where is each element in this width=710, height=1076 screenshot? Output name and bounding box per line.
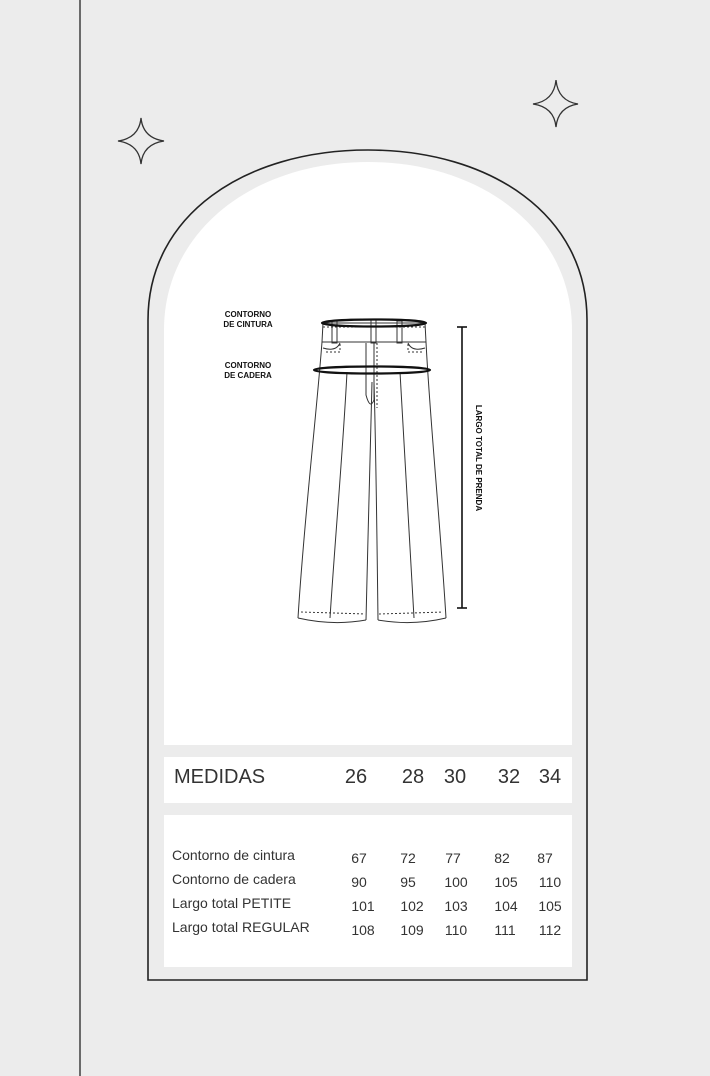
row-label-hip: Contorno de cadera	[172, 871, 296, 887]
row-label-waist: Contorno de cintura	[172, 847, 295, 863]
table-cell: 87	[537, 850, 553, 866]
table-cell: 100	[444, 874, 468, 890]
row-label-length-regular: Largo total REGULAR	[172, 919, 310, 935]
table-cell: 103	[444, 898, 468, 914]
table-title: MEDIDAS	[174, 766, 266, 788]
length-label: LARGO TOTAL DE PRENDA	[474, 404, 483, 512]
hip-label-line1: CONTORNO	[224, 361, 272, 370]
table-cell: 77	[445, 850, 461, 866]
size-header: 26	[344, 766, 368, 788]
sparkle-icon	[118, 118, 164, 164]
table-cell: 101	[351, 898, 375, 914]
waist-label-line1: CONTORNO	[224, 310, 272, 319]
waist-label	[215, 310, 281, 330]
table-cell: 110	[538, 874, 562, 890]
waist-label-line2: DE CINTURA	[223, 320, 273, 329]
table-cell: 105	[494, 874, 518, 890]
hip-label-line2: DE CADERA	[224, 371, 272, 380]
table-cell: 82	[494, 850, 510, 866]
table-cell: 90	[351, 874, 367, 890]
size-header: 28	[401, 766, 425, 788]
hip-label	[215, 361, 281, 381]
table-cell: 109	[400, 922, 424, 938]
table-cell: 112	[538, 922, 562, 938]
table-cell: 95	[400, 874, 416, 890]
row-label-length-petite: Largo total PETITE	[172, 895, 292, 911]
size-header: 30	[443, 766, 467, 788]
size-header: 32	[497, 766, 521, 788]
table-cell: 104	[494, 898, 518, 914]
size-header: 34	[538, 766, 562, 788]
sparkle-icon	[533, 80, 578, 127]
table-cell: 110	[444, 922, 468, 938]
table-cell: 105	[538, 898, 562, 914]
measurements-panel	[164, 815, 572, 967]
table-cell: 111	[494, 922, 516, 938]
arch-inner-panel	[164, 162, 572, 745]
table-cell: 108	[351, 922, 375, 938]
table-cell: 102	[400, 898, 424, 914]
table-cell: 72	[400, 850, 416, 866]
table-cell: 67	[351, 850, 367, 866]
